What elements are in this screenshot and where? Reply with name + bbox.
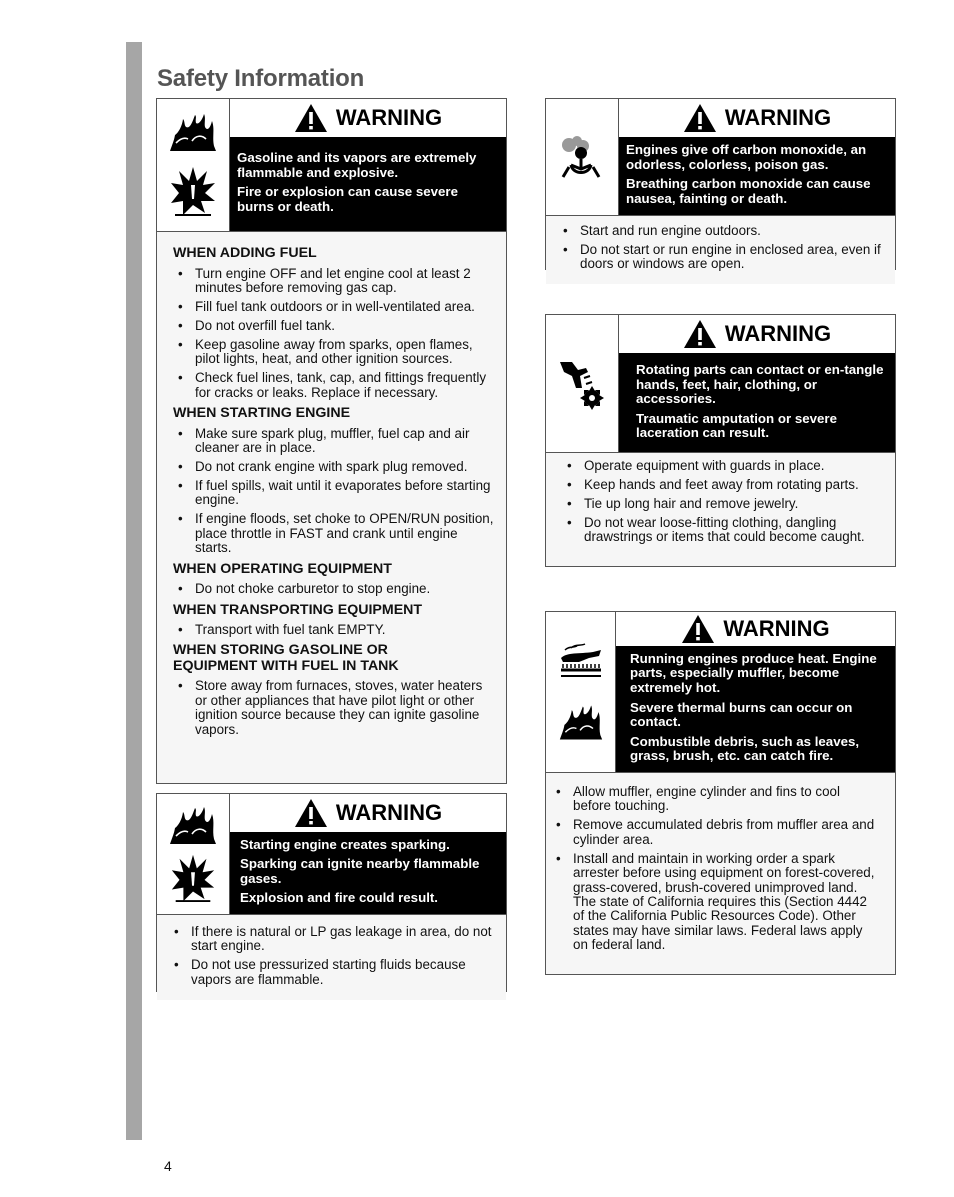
- list-item: • Transport with fuel tank EMPTY.: [173, 623, 494, 637]
- list-item: • Turn engine OFF and let engine cool at least 2 minutes before removing gas cap.: [173, 267, 494, 296]
- bullet-list: [173, 679, 494, 737]
- bullet-list: [173, 427, 494, 556]
- warning-box-sparking: [156, 793, 507, 992]
- bullet-list: [173, 623, 494, 637]
- panel-text: Explosion and fire could result.: [240, 890, 439, 906]
- list-item: • Start and run engine outdoors.: [558, 224, 883, 238]
- warning-body: [546, 215, 895, 284]
- explosion-icon: [169, 853, 217, 903]
- panel-text: Starting engine creates sparking.: [240, 836, 450, 852]
- alert-triangle-icon: [681, 614, 715, 644]
- section-heading: WHEN OPERATING EQUIPMENT: [173, 560, 392, 577]
- side-bar: [126, 42, 142, 1140]
- warning-panel: [230, 832, 506, 914]
- warning-body: [546, 452, 895, 557]
- list-item: • Store away from furnaces, stoves, water heaters or other appliances that have pilot light or other ignition source because they can ignite gasoline vapors.: [173, 679, 494, 737]
- warning-box-rotating-parts: [545, 314, 896, 567]
- alert-triangle-icon: [683, 319, 717, 349]
- list-item: • If there is natural or LP gas leakage in area, do not start engine.: [169, 925, 494, 954]
- bullet-list: [173, 582, 494, 596]
- warning-header: [230, 99, 506, 137]
- panel-text: Engines give off carbon monoxide, an odorless, colorless, poison gas.: [626, 142, 867, 172]
- section-heading: WHEN STORING GASOLINE OR EQUIPMENT WITH FUEL IN TANK: [173, 642, 399, 674]
- rotating-parts-icon: [558, 358, 606, 410]
- warning-panel: [619, 137, 895, 215]
- poison-gas-icon: [559, 135, 605, 179]
- list-item: • Allow muffler, engine cylinder and fins to cool before touching.: [551, 785, 877, 814]
- panel-text: Fire or explosion can cause severe burns or death.: [237, 184, 458, 214]
- section-heading: WHEN STARTING ENGINE: [173, 405, 351, 422]
- warning-panel: [616, 646, 895, 772]
- panel-text: Breathing carbon monoxide can cause nausea, fainting or death.: [626, 176, 871, 206]
- warning-title: WARNING: [724, 105, 832, 130]
- panel-text: Sparking can ignite nearby flammable gases.: [240, 856, 480, 886]
- page-title: Safety Information: [157, 65, 365, 92]
- list-item: • Do not wear loose-fitting clothing, dangling drawstrings or items that could become caught.: [562, 516, 883, 545]
- warning-panel: [619, 353, 895, 452]
- page-number: 4: [164, 1158, 172, 1174]
- list-item: • Keep gasoline away from sparks, open flames, pilot lights, heat, and other ignition sources.: [173, 338, 494, 367]
- list-item: • Fill fuel tank outdoors or in well-ventilated area.: [173, 300, 494, 314]
- panel-text: Traumatic amputation or severe laceration can result.: [636, 410, 837, 441]
- section-heading: WHEN TRANSPORTING EQUIPMENT: [173, 601, 423, 618]
- panel-text: Combustible debris, such as leaves, grass, brush, etc. can catch fire.: [630, 733, 860, 764]
- warning-body: [157, 914, 506, 1000]
- list-item: • If fuel spills, wait until it evaporates before starting engine.: [173, 479, 494, 508]
- list-item: • Do not choke carburetor to stop engine.: [173, 582, 494, 596]
- warning-header: [616, 612, 895, 646]
- list-item: • Do not crank engine with spark plug removed.: [173, 460, 494, 474]
- list-item: • Do not use pressurized starting fluids because vapors are flammable.: [169, 958, 494, 987]
- warning-body: [546, 772, 895, 965]
- warning-header: [619, 315, 895, 353]
- fire-icon: [168, 806, 218, 846]
- list-item: • Remove accumulated debris from muffler area and cylinder area.: [551, 818, 877, 847]
- fire-icon: [168, 113, 218, 153]
- alert-triangle-icon: [294, 103, 328, 133]
- warning-box-gasoline: [156, 98, 507, 784]
- warning-title: WARNING: [335, 799, 443, 825]
- panel-text: Rotating parts can contact or en-tangle hands, feet, hair, clothing, or accessories.: [636, 362, 884, 407]
- list-item: • If engine floods, set choke to OPEN/RUN position, place throttle in FAST and crank until engine starts.: [173, 512, 494, 555]
- list-item: • Install and maintain in working order a spark arrester before using equipment on forest-covered, grass-covered, brush-covered unimproved land. The state of California requires this (Section 4442 of the California Public Resources Code). Other states may have similar laws. Federal laws apply on federal land.: [551, 852, 877, 953]
- warning-header: [619, 99, 895, 137]
- list-item: • Check fuel lines, tank, cap, and fittings frequently for cracks or leaks. Replace if necessary.: [173, 371, 494, 400]
- explosion-icon: [169, 165, 217, 217]
- list-item: • Do not overfill fuel tank.: [173, 319, 494, 333]
- panel-text: Severe thermal burns can occur on contact.: [630, 699, 853, 730]
- warning-title: WARNING: [723, 615, 830, 641]
- bullet-list: [173, 267, 494, 401]
- alert-triangle-icon: [683, 103, 717, 133]
- list-item: • Operate equipment with guards in place.: [562, 459, 883, 473]
- warning-box-carbon-monoxide: [545, 98, 896, 270]
- warning-box-heat: [545, 611, 896, 975]
- list-item: • Make sure spark plug, muffler, fuel cap and air cleaner are in place.: [173, 427, 494, 456]
- hot-surface-icon: [559, 642, 603, 680]
- bullet-list: [562, 459, 883, 545]
- alert-triangle-icon: [294, 798, 328, 828]
- fire-icon: [558, 704, 604, 742]
- panel-text: Gasoline and its vapors are extremely flammable and explosive.: [237, 150, 477, 180]
- list-item: • Keep hands and feet away from rotating parts.: [562, 478, 883, 492]
- warning-header: [230, 794, 506, 832]
- bullet-list: [551, 785, 877, 953]
- warning-title: WARNING: [335, 105, 443, 130]
- warning-panel: [230, 137, 506, 231]
- warning-title: WARNING: [724, 321, 832, 346]
- section-heading: WHEN ADDING FUEL: [173, 245, 317, 261]
- bullet-list: [169, 925, 494, 987]
- list-item: • Tie up long hair and remove jewelry.: [562, 497, 883, 511]
- list-item: • Do not start or run engine in enclosed area, even if doors or windows are open.: [558, 243, 883, 272]
- panel-text: Running engines produce heat. Engine parts, especially muffler, become extremely hot.: [630, 650, 877, 696]
- bullet-list: [558, 224, 883, 272]
- warning-body: [157, 231, 506, 750]
